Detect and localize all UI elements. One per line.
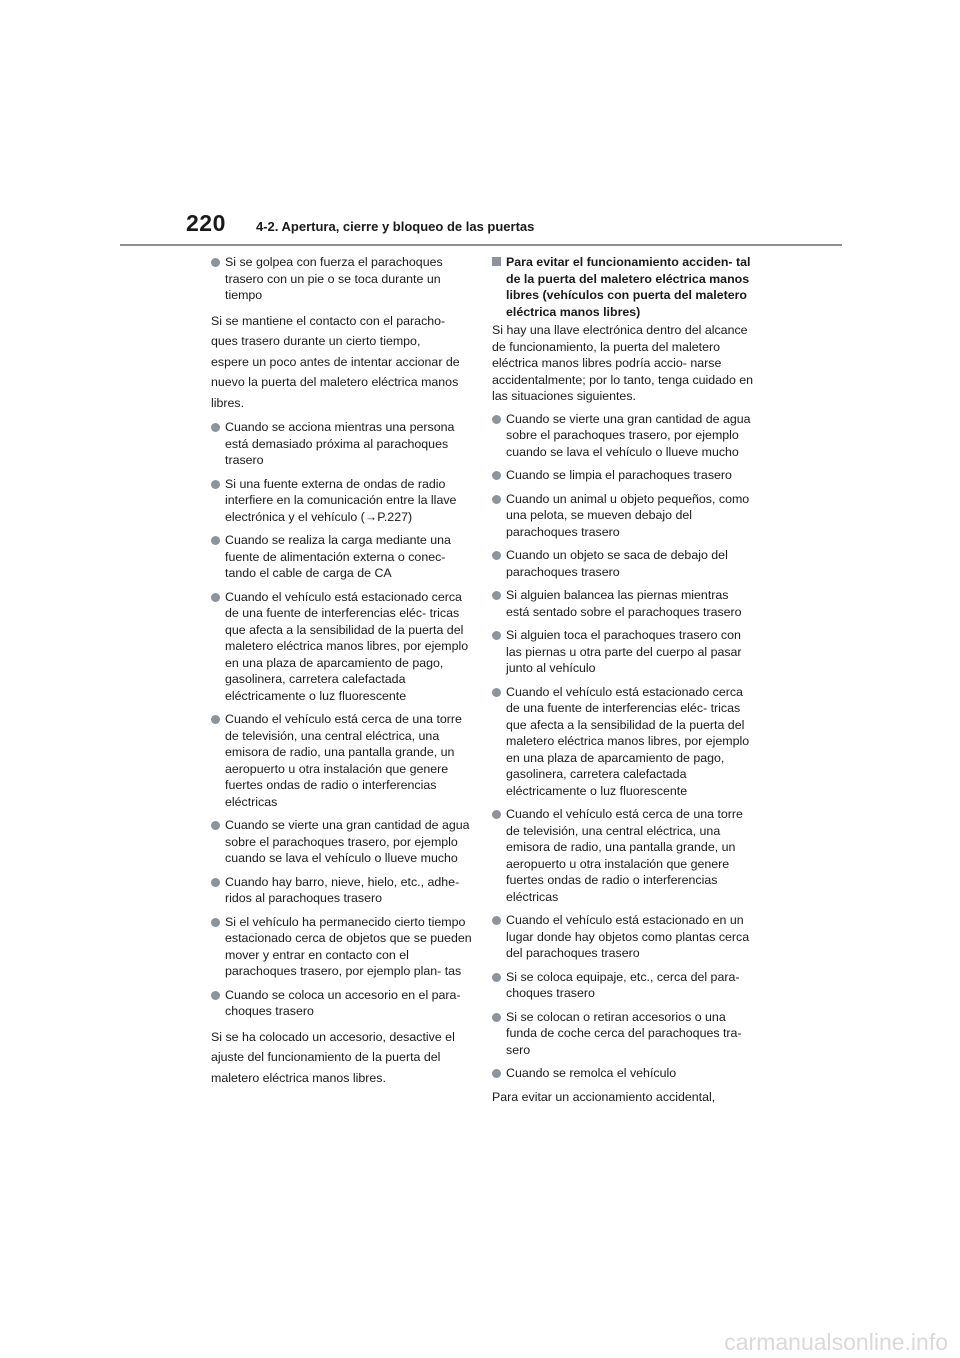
list-item-text: Cuando se coloca un accesorio en el para- choques trasero <box>225 987 461 1018</box>
list-item <box>211 987 473 1020</box>
list-item-text: Si el vehículo ha permanecido cierto tiempo estacionado cerca de objetos que se pueden mover y entrar en contacto con el parachoques trasero, por ejemplo plan- tas <box>225 914 472 978</box>
bullet-dot-icon <box>492 688 501 697</box>
list-item-text: Cuando el vehículo está estacionado cerca de una fuente de interferencias eléc- tricas que afecta a la sensibilidad de la puerta del maletero eléctrica manos libres, por ejemplo en una plaza de aparcamiento de pago, gasolinera, carretera calefactada eléctricamente o luz fluorescente <box>506 684 750 798</box>
list-item <box>492 1065 754 1082</box>
list-item-text: Si una fuente externa de ondas de radio interfiere en la comunicación entre la llave electrónica y el vehículo (→P.227) <box>225 476 457 524</box>
list-item-text: Cuando se vierte una gran cantidad de agua sobre el parachoques trasero, por ejemplo cuando se lava el vehículo o llueve mucho <box>225 818 470 865</box>
closing-paragraph: Para evitar un accionamiento accidental, <box>492 1089 716 1104</box>
square-bullet-icon <box>492 257 501 266</box>
paragraph-line: nuevo la puerta del maletero eléctrica manos <box>211 375 459 389</box>
list-item <box>492 587 754 620</box>
bullet-dot-icon <box>211 536 220 545</box>
right-column <box>492 254 754 1111</box>
list-item-text: Si alguien balancea las piernas mientras está sentado sobre el parachoques trasero <box>506 588 742 619</box>
bullet-dot-icon <box>211 480 220 489</box>
list-item-text: Cuando se realiza la carga mediante una fuente de alimentación externa o conec- tando el cable de carga de CA <box>225 533 451 580</box>
list-item <box>492 684 754 800</box>
bullet-dot-icon <box>211 715 220 724</box>
list-item-text: Cuando el vehículo está estacionado en un lugar donde hay objetos como plantas cerca del parachoques trasero <box>506 913 750 960</box>
list-item <box>492 806 754 905</box>
bullet-dot-icon <box>492 973 501 982</box>
bullet-dot-icon <box>211 991 220 1000</box>
bullet-dot-icon <box>492 631 501 640</box>
paragraph-line: maletero eléctrica manos libres. <box>211 1070 386 1085</box>
paragraph-line: libres. <box>211 395 245 410</box>
list-item <box>211 589 473 705</box>
paragraph-line: Si se ha colocado un accesorio, desactive el <box>211 1029 455 1044</box>
section-heading <box>492 254 754 320</box>
bullet-dot-icon <box>492 495 501 504</box>
bullet-dot-icon <box>492 551 501 560</box>
list-item <box>492 912 754 962</box>
list-item <box>211 476 473 526</box>
list-item-text: Cuando un objeto se saca de debajo del parachoques trasero <box>506 548 728 579</box>
bullet-dot-icon <box>492 1013 501 1022</box>
running-head: 4-2. Apertura, cierre y bloqueo de las puertas <box>256 219 535 234</box>
list-item <box>492 547 754 580</box>
bullet-dot-icon <box>211 258 220 267</box>
list-item-text: Cuando el vehículo está cerca de una torre de televisión, una central eléctrica, una emisora de radio, una pantalla grande, un aeropuerto u otra instalación que genere fuertes ondas de radio o interferencias eléctricas <box>506 807 743 904</box>
bullet-dot-icon <box>211 423 220 432</box>
section-heading-text: Para evitar el funcionamiento acciden- tal de la puerta del maletero eléctrica manos libres (vehículos con puerta del maletero eléctrica manos libres) <box>506 255 751 319</box>
paragraph-line: espere un poco antes de intentar accionar de <box>211 354 460 369</box>
bullet-dot-icon <box>211 593 220 602</box>
bullet-dot-icon <box>211 918 220 927</box>
list-item <box>492 627 754 677</box>
bullet-dot-icon <box>492 810 501 819</box>
list-item <box>492 969 754 1002</box>
list-item-text: Cuando se limpia el parachoques trasero <box>506 468 732 482</box>
list-item <box>211 874 473 907</box>
bullet-dot-icon <box>492 591 501 600</box>
paragraph <box>211 311 473 414</box>
list-item <box>211 914 473 980</box>
list-item <box>211 532 473 582</box>
list-item-text: Cuando hay barro, nieve, hielo, etc., adhe- ridos al parachoques trasero <box>225 874 460 905</box>
paragraph-line: ques trasero durante un cierto tiempo, <box>211 334 421 348</box>
paragraph-line: Si se mantiene el contacto con el paracho- <box>211 313 446 328</box>
bullet-dot-icon <box>211 878 220 887</box>
list-item <box>492 411 754 461</box>
list-item-text: Cuando se vierte una gran cantidad de agua sobre el parachoques trasero, por ejemplo cuando se lava el vehículo o llueve mucho <box>506 411 751 459</box>
bullet-dot-icon <box>492 1069 501 1078</box>
list-item <box>492 491 754 541</box>
page-number: 220 <box>186 210 226 236</box>
list-item-text: Cuando el vehículo está cerca de una torre de televisión, una central eléctrica, una emisora de radio, una pantalla grande, un aeropuerto u otra instalación que genere fuertes ondas de radio o interferencias eléctricas <box>225 712 462 809</box>
list-item-text: Cuando se remolca el vehículo <box>506 1066 677 1080</box>
paragraph-line: ajuste del funcionamiento de la puerta del <box>211 1050 441 1064</box>
bullet-dot-icon <box>492 415 501 424</box>
header-rule <box>120 244 842 246</box>
list-item-text: Si se golpea con fuerza el parachoques trasero con un pie o se toca durante un tiempo <box>225 255 443 302</box>
list-item-text: Si se coloca equipaje, etc., cerca del para- choques trasero <box>506 969 740 1000</box>
paragraph <box>211 1027 473 1089</box>
list-item-text: Si alguien toca el parachoques trasero con las piernas u otra parte del cuerpo al pasar junto al vehículo <box>506 628 742 675</box>
list-item <box>211 817 473 867</box>
list-item-text: Cuando el vehículo está estacionado cerca de una fuente de interferencias eléc- tricas que afecta a la sensibilidad de la puerta del maletero eléctrica manos libres, por ejemplo en una plaza de aparcamiento de pago, gasolinera, carretera calefactada eléctricamente o luz fluorescente <box>225 589 469 703</box>
list-item-text: Si se colocan o retiran accesorios o una funda de coche cerca del parachoques tra- sero <box>506 1009 742 1057</box>
list-item-text: Cuando se acciona mientras una persona está demasiado próxima al parachoques trasero <box>225 420 455 467</box>
bullet-dot-icon <box>211 821 220 830</box>
list-item <box>211 711 473 810</box>
list-item-text: Cuando un animal u objeto pequeños, como una pelota, se mueven debajo del parachoques trasero <box>506 491 750 539</box>
bullet-dot-icon <box>492 471 501 480</box>
intro-paragraph: Si hay una llave electrónica dentro del alcance de funcionamiento, la puerta del maletero eléctrica manos libres podría accio- narse accidentalmente; por lo tanto, tenga cuidado en las situaciones siguientes. <box>492 323 754 403</box>
watermark: carmanualsonline.info <box>724 1329 948 1355</box>
list-item <box>492 1009 754 1059</box>
list-item <box>211 419 473 469</box>
bullet-dot-icon <box>492 916 501 925</box>
list-item <box>492 467 754 484</box>
left-column <box>211 254 473 1094</box>
list-item <box>211 254 473 304</box>
